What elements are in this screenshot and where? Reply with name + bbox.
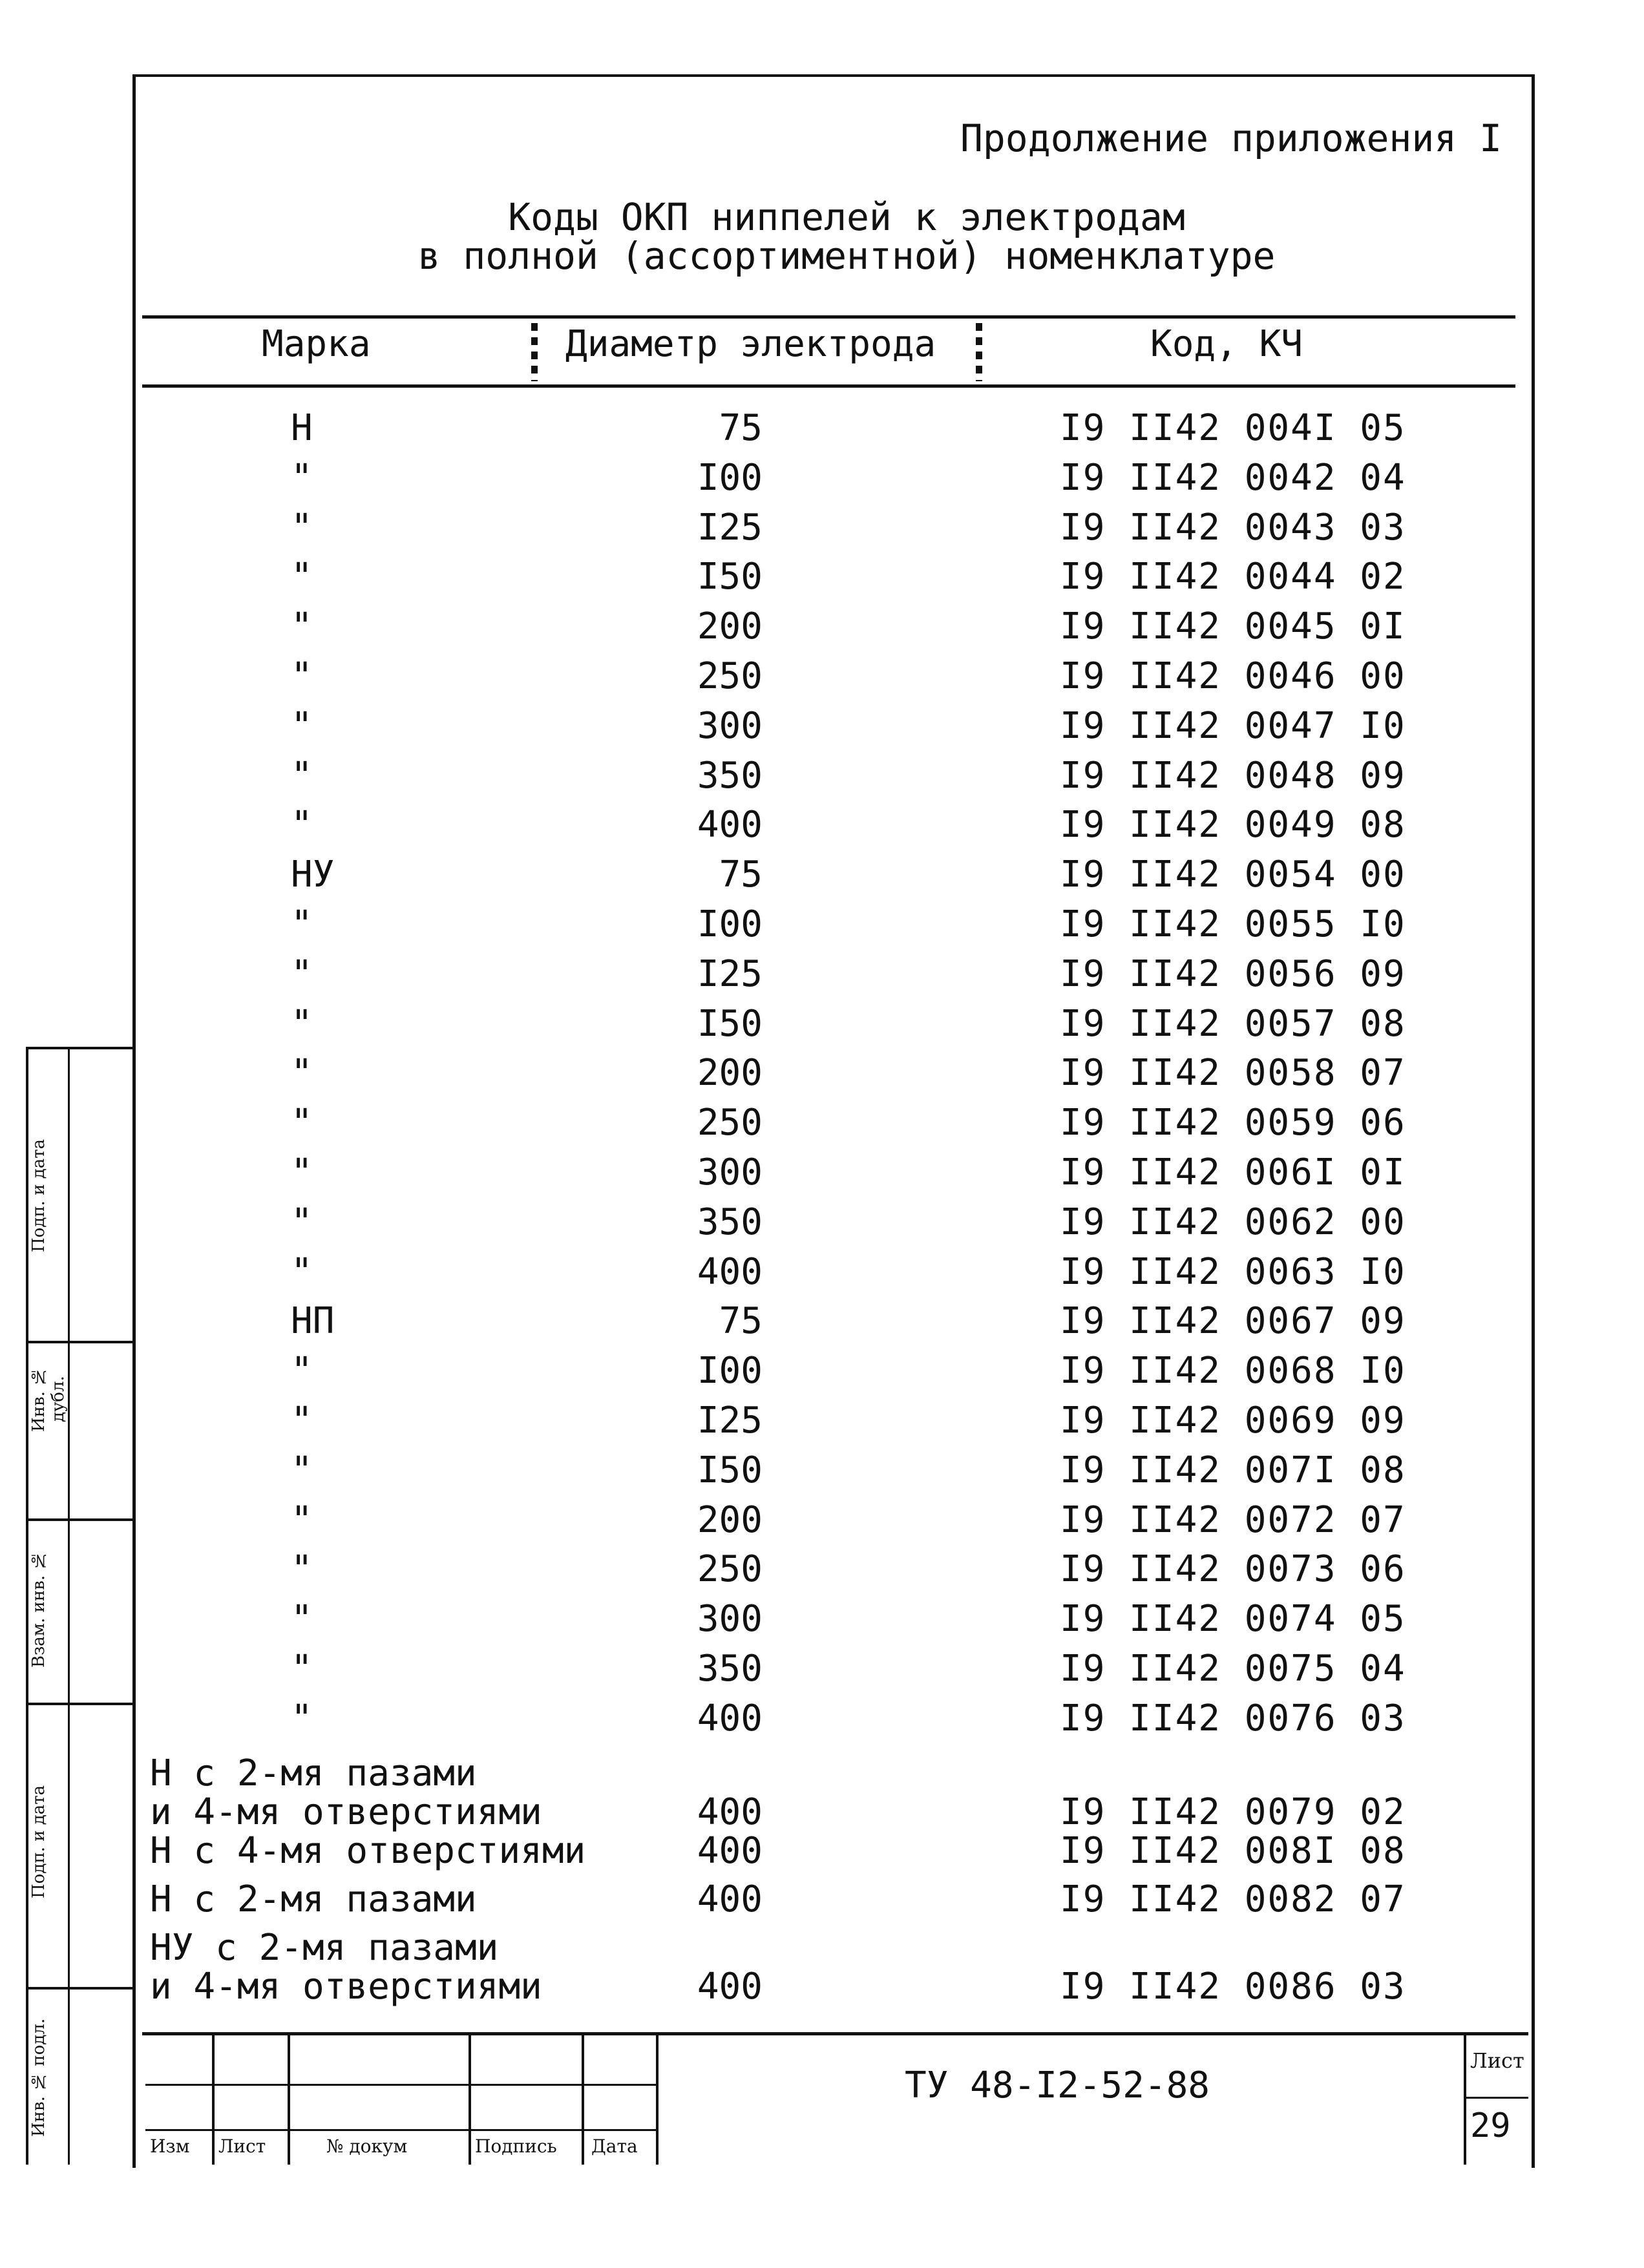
table-row xyxy=(0,605,1644,655)
diameter-cell: I00 xyxy=(697,903,763,945)
table-row xyxy=(0,407,1644,456)
code-cell: I9 II42 0044 02 xyxy=(1060,556,1406,598)
diameter-cell: 250 xyxy=(697,1102,763,1144)
stamp-label-doc-no: № докум xyxy=(326,2136,408,2157)
diameter-cell: I00 xyxy=(697,1350,763,1392)
mark-cell: " xyxy=(291,1449,313,1491)
sheet-label: Лист xyxy=(1470,2048,1524,2073)
mark-cell: Н xyxy=(291,407,313,449)
stamp-row-rule xyxy=(145,2129,656,2131)
diameter-cell: I50 xyxy=(697,556,763,598)
code-cell: I9 II42 0058 07 xyxy=(1060,1052,1406,1094)
diameter-cell: I25 xyxy=(697,1400,763,1442)
binding-strip-rule xyxy=(26,1703,132,1705)
diameter-cell: 400 xyxy=(697,1966,763,2008)
diameter-cell: 200 xyxy=(697,605,763,647)
column-header-code: Код, КЧ xyxy=(1150,323,1303,365)
mark-cell: НП xyxy=(291,1300,335,1342)
table-row xyxy=(0,507,1644,556)
binding-strip-rule xyxy=(26,1047,132,1049)
stamp-divider xyxy=(469,2035,471,2165)
diameter-cell: 350 xyxy=(697,1201,763,1243)
stamp-divider xyxy=(582,2035,584,2165)
code-cell: I9 II42 0082 07 xyxy=(1060,1878,1406,1920)
code-cell: I9 II42 0069 09 xyxy=(1060,1400,1406,1442)
code-cell: I9 II42 0046 00 xyxy=(1060,655,1406,697)
diameter-cell: 75 xyxy=(719,407,763,449)
binding-label: Подп. и дата xyxy=(29,1139,48,1252)
table-header-top-rule xyxy=(142,315,1515,319)
binding-label: Подп. и дата xyxy=(29,1785,48,1898)
diameter-cell: I00 xyxy=(697,457,763,499)
code-cell: I9 II42 0068 I0 xyxy=(1060,1350,1406,1392)
table-row xyxy=(0,1499,1644,1548)
diameter-cell: I50 xyxy=(697,1003,763,1045)
sheet-number: 29 xyxy=(1470,2106,1511,2145)
diameter-cell: I25 xyxy=(697,953,763,995)
code-cell: I9 II42 007I 08 xyxy=(1060,1449,1406,1491)
table-row xyxy=(0,457,1644,506)
table-row xyxy=(0,1449,1644,1498)
diameter-cell: 400 xyxy=(697,1830,763,1872)
diameter-cell: 300 xyxy=(697,1598,763,1640)
mark-cell: " xyxy=(291,507,313,549)
title-line-2: в полной (ассортиментной) номенклатуре xyxy=(417,234,1276,278)
diameter-cell: I25 xyxy=(697,507,763,549)
binding-strip-rule xyxy=(26,1987,132,1990)
binding-label: Взам. инв. № xyxy=(29,1550,48,1668)
mark-cell: " xyxy=(291,1648,313,1690)
code-cell: I9 II42 0067 09 xyxy=(1060,1300,1406,1342)
mark-cell: " xyxy=(291,1052,313,1094)
mark-cell: " xyxy=(291,1697,313,1739)
mark-cell: " xyxy=(291,953,313,995)
diameter-cell: 75 xyxy=(719,1300,763,1342)
table-row xyxy=(0,1052,1644,1101)
table-row xyxy=(0,1548,1644,1597)
diameter-cell: 350 xyxy=(697,1648,763,1690)
diameter-cell: 200 xyxy=(697,1052,763,1094)
table-row xyxy=(0,854,1644,903)
diameter-cell: 200 xyxy=(697,1499,763,1541)
code-cell: I9 II42 0043 03 xyxy=(1060,507,1406,549)
table-row xyxy=(0,1151,1644,1201)
table-row xyxy=(0,1648,1644,1697)
table-row xyxy=(0,953,1644,1002)
diameter-cell: 300 xyxy=(697,1151,763,1193)
diameter-cell: 300 xyxy=(697,705,763,747)
stamp-divider xyxy=(656,2035,659,2165)
diameter-cell: I50 xyxy=(697,1449,763,1491)
stamp-sheet-rule xyxy=(1464,2097,1528,2099)
mark-cell: " xyxy=(291,655,313,697)
mark-cell: " xyxy=(291,755,313,797)
table-row xyxy=(0,1598,1644,1647)
table-row xyxy=(0,1251,1644,1300)
column-header-diameter: Диаметр электрода xyxy=(565,323,936,365)
table-row xyxy=(0,804,1644,853)
code-cell: I9 II42 0047 I0 xyxy=(1060,705,1406,747)
binding-label: Инв. № дубл. xyxy=(29,1366,68,1432)
code-cell: I9 II42 0074 05 xyxy=(1060,1598,1406,1640)
table-row xyxy=(0,1350,1644,1399)
mark-cell: " xyxy=(291,705,313,747)
mark-cell: " xyxy=(291,1499,313,1541)
binding-strip-inner xyxy=(68,1047,70,2165)
mark-cell: " xyxy=(291,1598,313,1640)
continuation-label: Продолжение приложения I xyxy=(960,116,1502,160)
mark-line-1: Н с 2-мя пазами xyxy=(150,1752,477,1794)
mark-line-1: Н с 4-мя отверстиями xyxy=(150,1830,586,1872)
stamp-top-rule xyxy=(142,2032,1528,2035)
mark-cell: " xyxy=(291,1003,313,1045)
code-cell: I9 II42 0049 08 xyxy=(1060,804,1406,846)
diameter-cell: 250 xyxy=(697,1548,763,1590)
mark-line-1: Н с 2-мя пазами xyxy=(150,1878,477,1920)
mark-cell: " xyxy=(291,1350,313,1392)
code-cell: I9 II42 0079 02 xyxy=(1060,1791,1406,1833)
mark-line-2: и 4-мя отверстиями xyxy=(150,1966,542,2008)
document-designation: ТУ 48-I2-52-88 xyxy=(905,2064,1210,2106)
code-cell: I9 II42 0055 I0 xyxy=(1060,903,1406,945)
frame-top-line xyxy=(132,74,1532,77)
table-row xyxy=(0,903,1644,952)
code-cell: I9 II42 0062 00 xyxy=(1060,1201,1406,1243)
code-cell: I9 II42 0042 04 xyxy=(1060,457,1406,499)
code-cell: I9 II42 0075 04 xyxy=(1060,1648,1406,1690)
table-row xyxy=(0,1300,1644,1349)
mark-line-2: и 4-мя отверстиями xyxy=(150,1791,542,1833)
binding-label: Инв. № подл. xyxy=(29,2018,48,2137)
binding-strip-rule xyxy=(26,1341,132,1343)
stamp-divider xyxy=(212,2035,215,2165)
code-cell: I9 II42 0059 06 xyxy=(1060,1102,1406,1144)
table-row xyxy=(0,655,1644,704)
mark-cell: НУ xyxy=(291,854,335,896)
diameter-cell: 250 xyxy=(697,655,763,697)
code-cell: I9 II42 0072 07 xyxy=(1060,1499,1406,1541)
mark-cell: " xyxy=(291,1251,313,1293)
mark-cell: " xyxy=(291,457,313,499)
column-separator xyxy=(531,323,538,381)
table-row xyxy=(0,556,1644,605)
mark-cell: " xyxy=(291,804,313,846)
code-cell: I9 II42 006I 0I xyxy=(1060,1151,1406,1193)
table-row xyxy=(0,1102,1644,1151)
code-cell: I9 II42 0073 06 xyxy=(1060,1548,1406,1590)
code-cell: I9 II42 0054 00 xyxy=(1060,854,1406,896)
diameter-cell: 400 xyxy=(697,1251,763,1293)
binding-strip-outer xyxy=(26,1047,28,2165)
table-row xyxy=(0,1400,1644,1449)
code-cell: I9 II42 004I 05 xyxy=(1060,407,1406,449)
code-cell: I9 II42 0063 I0 xyxy=(1060,1251,1406,1293)
diameter-cell: 350 xyxy=(697,755,763,797)
stamp-divider xyxy=(1464,2035,1466,2165)
diameter-cell: 400 xyxy=(697,1697,763,1739)
table-row xyxy=(0,1697,1644,1747)
title-line-1: Коды ОКП ниппелей к электродам xyxy=(508,195,1185,239)
code-cell: I9 II42 0086 03 xyxy=(1060,1966,1406,2008)
table-row xyxy=(0,1003,1644,1052)
mark-cell: " xyxy=(291,903,313,945)
code-cell: I9 II42 0048 09 xyxy=(1060,755,1406,797)
stamp-label-change: Изм xyxy=(150,2136,190,2157)
mark-cell: " xyxy=(291,1201,313,1243)
mark-cell: " xyxy=(291,1548,313,1590)
table-header-bottom-rule xyxy=(142,384,1515,388)
stamp-label-signature: Подпись xyxy=(475,2136,557,2157)
mark-line-1: НУ с 2-мя пазами xyxy=(150,1927,499,1969)
mark-cell: " xyxy=(291,605,313,647)
stamp-label-date: Дата xyxy=(591,2136,638,2157)
table-row xyxy=(0,1201,1644,1250)
code-cell: I9 II42 0045 0I xyxy=(1060,605,1406,647)
diameter-cell: 400 xyxy=(697,1878,763,1920)
code-cell: I9 II42 0076 03 xyxy=(1060,1697,1406,1739)
diameter-cell: 400 xyxy=(697,1791,763,1833)
stamp-divider xyxy=(288,2035,290,2165)
table-row xyxy=(0,705,1644,754)
code-cell: I9 II42 0056 09 xyxy=(1060,953,1406,995)
column-separator xyxy=(976,323,982,381)
binding-strip-rule xyxy=(26,1518,132,1521)
code-cell: I9 II42 0057 08 xyxy=(1060,1003,1406,1045)
mark-cell: " xyxy=(291,1400,313,1442)
stamp-label-sheet: Лист xyxy=(218,2136,266,2157)
table-row xyxy=(0,755,1644,804)
mark-cell: " xyxy=(291,1102,313,1144)
mark-cell: " xyxy=(291,1151,313,1193)
mark-cell: " xyxy=(291,556,313,598)
diameter-cell: 400 xyxy=(697,804,763,846)
code-cell: I9 II42 008I 08 xyxy=(1060,1830,1406,1872)
diameter-cell: 75 xyxy=(719,854,763,896)
column-header-mark: Марка xyxy=(262,323,371,365)
stamp-row-rule xyxy=(145,2084,656,2086)
